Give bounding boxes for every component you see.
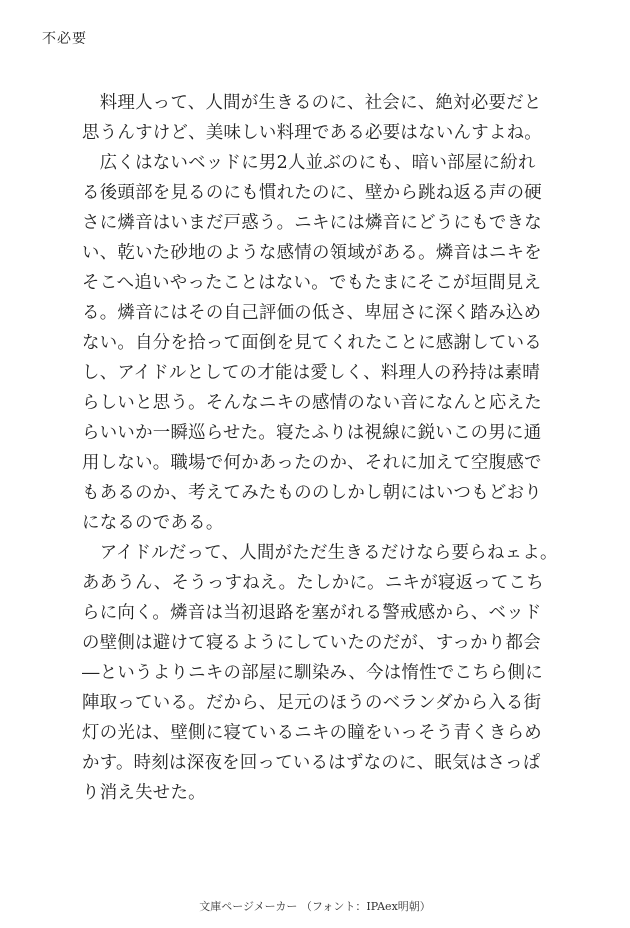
text-line: る。燐音にはその自己評価の低さ、卑屈さに深く踏み込め xyxy=(82,303,542,323)
text-line: 思うんすけど、美味しい料理である必要はないんすよね。 xyxy=(82,123,542,143)
text-line: り消え失せた。 xyxy=(82,783,206,803)
text-line: る後頭部を見るのにも慣れたのに、壁から跳ね返る声の硬 xyxy=(82,183,542,203)
page-title: 不必要 xyxy=(42,31,87,47)
text-line: い、乾いた砂地のような感情の領域がある。燐音はニキを xyxy=(82,243,542,263)
text-line: ない。自分を拾って面倒を見てくれたことに感謝している xyxy=(82,333,542,353)
text-line: になるのである。 xyxy=(82,513,224,533)
text-line: さに燐音はいまだ戸惑う。ニキには燐音にどうにもできな xyxy=(82,213,542,233)
text-line: ―というよりニキの部屋に馴染み、今は惰性でこちら側に xyxy=(82,663,544,683)
text-line: 灯の光は、壁側に寝ているニキの瞳をいっそう青くきらめ xyxy=(82,723,542,743)
text-line: し、アイドルとしての才能は愛しく、料理人の矜持は素晴 xyxy=(82,363,541,383)
body-text xyxy=(82,88,572,808)
text-line: 用しない。職場で何かあったのか、それに加えて空腹感で xyxy=(82,453,542,473)
text-line: ああうん、そうっすねえ。たしかに。ニキが寝返ってこち xyxy=(82,573,545,593)
text-line: 料理人って、人間が生きるのに、社会に、絶対必要だと xyxy=(82,93,542,113)
text-line: アイドルだって、人間がただ生きるだけなら要らねェよ。 xyxy=(82,543,558,563)
text-line: 広くはないベッドに男2人並ぶのにも、暗い部屋に紛れ xyxy=(82,153,536,173)
text-line: らに向く。燐音は当初退路を塞がれる警戒感から、ベッド xyxy=(82,603,542,623)
footer-credit: 文庫ページメーカー （フォント：IPAex明朝） xyxy=(199,900,431,913)
text-line: 陣取っている。だから、足元のほうのベランダから入る街 xyxy=(82,693,542,713)
text-line: かす。時刻は深夜を回っているはずなのに、眠気はさっぱ xyxy=(82,753,541,773)
text-line: らいいか一瞬巡らせた。寝たふりは視線に鋭いこの男に通 xyxy=(82,423,542,443)
text-line: もあるのか、考えてみたもののしかし朝にはいつもどおり xyxy=(82,483,542,503)
text-line: らしいと思う。そんなニキの感情のない音になんと応えた xyxy=(82,393,542,413)
text-line: の壁側は避けて寝るようにしていたのだが、すっかり都会 xyxy=(82,633,541,653)
text-line: そこへ追いやったことはない。でもたまにそこが垣間見え xyxy=(82,273,542,293)
